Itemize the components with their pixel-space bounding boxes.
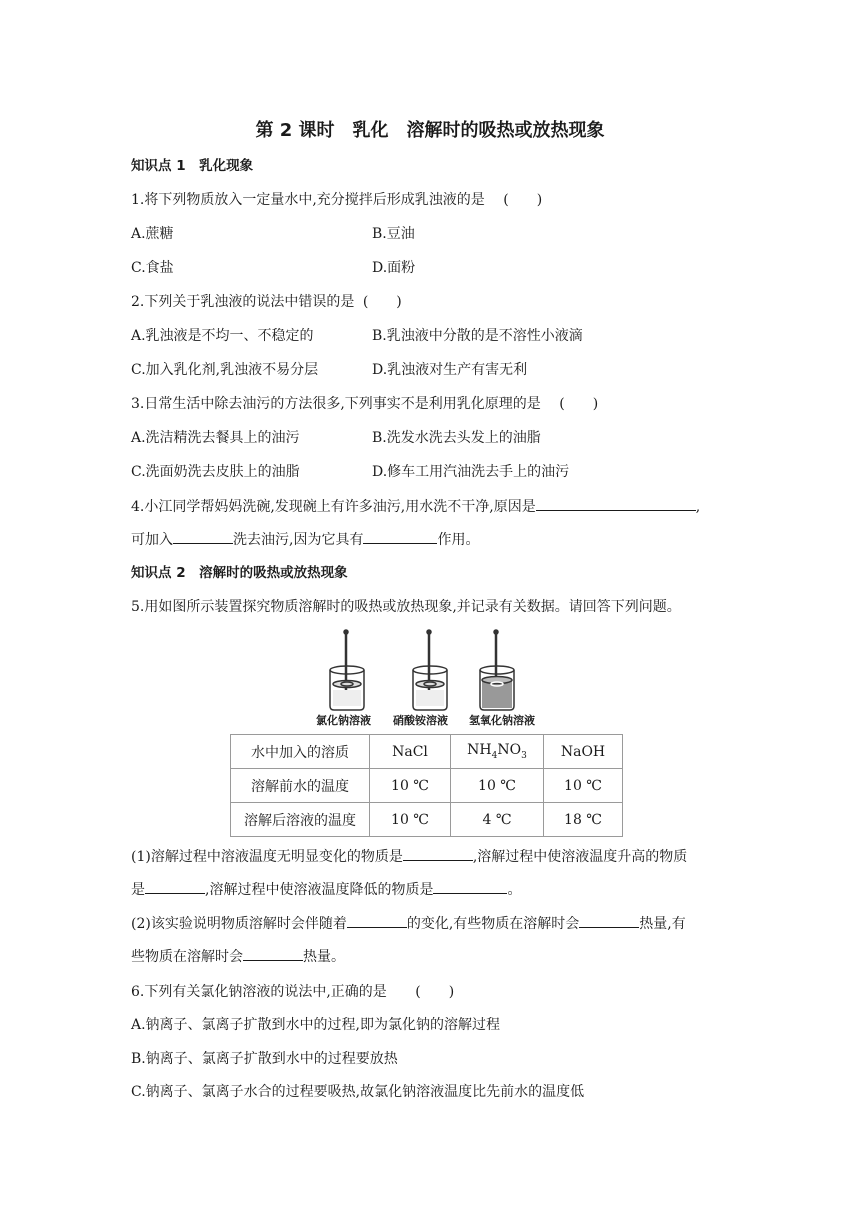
question-stem: 6.下列有关氯化钠溶液的说法中,正确的是: [131, 984, 387, 1000]
option-d: D.面粉: [372, 260, 416, 276]
beaker-icon: [330, 630, 364, 710]
beaker-icon: [413, 630, 447, 710]
beaker-icon: [480, 630, 514, 710]
question-stem: 2.下列关于乳浊液的说法中错误的是: [131, 294, 355, 310]
data-table: [230, 734, 623, 837]
option-a: A.蔗糖: [131, 226, 174, 242]
table-cell: NaOH: [544, 735, 623, 769]
answer-blank[interactable]: [579, 913, 639, 928]
question-5: 5.用如图所示装置探究物质溶解时的吸热或放热现象,并记录有关数据。请回答下列问题。: [131, 599, 681, 615]
option-b: B.豆油: [372, 226, 415, 242]
text: 是: [131, 882, 145, 898]
answer-paren: ( ): [415, 984, 455, 1000]
question-4-line1: [131, 496, 700, 517]
text: 热量。: [303, 949, 345, 965]
table-row: [231, 735, 623, 769]
q5-part1-line1: [131, 846, 687, 867]
answer-blank[interactable]: [145, 879, 205, 894]
question-4-line2: [131, 529, 479, 550]
answer-blank[interactable]: [363, 529, 437, 544]
text: (1)溶解过程中溶液温度无明显变化的物质是: [131, 849, 403, 865]
beaker-caption: 硝酸铵溶液: [393, 714, 448, 727]
table-cell: 溶解后溶液的温度: [231, 803, 370, 837]
answer-paren: ( ): [362, 294, 402, 310]
table-cell: 18 ℃: [544, 803, 623, 837]
punctuation: ,: [695, 499, 701, 515]
option-d: D.修车工用汽油洗去手上的油污: [372, 464, 570, 480]
answer-blank[interactable]: [536, 496, 696, 511]
answer-blank[interactable]: [243, 946, 303, 961]
question-stem: 3.日常生活中除去油污的方法很多,下列事实不是利用乳化原理的是: [131, 396, 541, 412]
answer-paren: ( ): [559, 396, 599, 412]
table-cell: 10 ℃: [370, 769, 451, 803]
lesson-title: 第 2 课时 乳化 溶解时的吸热或放热现象: [255, 120, 605, 141]
beakers-figure: [318, 628, 550, 712]
text: 些物质在溶解时会: [131, 949, 243, 965]
q5-part2-line1: [131, 913, 686, 934]
option-d: D.乳浊液对生产有害无利: [372, 362, 528, 378]
option-a: A.洗洁精洗去餐具上的油污: [131, 430, 300, 446]
table-row: [231, 769, 623, 803]
table-cell: $NH_4NO_3$: [451, 735, 544, 769]
answer-blank[interactable]: [433, 879, 507, 894]
text: 的变化,有些物质在溶解时会: [406, 916, 580, 932]
q5-part1-line2: [131, 879, 521, 900]
text: (2)该实验说明物质溶解时会伴随着: [131, 916, 347, 932]
question-stem: 1.将下列物质放入一定量水中,充分搅拌后形成乳浊液的是: [131, 192, 485, 208]
table-cell: 溶解前水的温度: [231, 769, 370, 803]
section-heading-2: 知识点 2 溶解时的吸热或放热现象: [131, 565, 348, 581]
table-row: [231, 803, 623, 837]
option-c: C.洗面奶洗去皮肤上的油脂: [131, 464, 300, 480]
option-b: B.洗发水洗去头发上的油脂: [372, 430, 541, 446]
beaker-caption: 氢氧化钠溶液: [469, 714, 535, 727]
q5-part2-line2: [131, 946, 345, 967]
option-c: C.加入乳化剂,乳浊液不易分层: [131, 362, 319, 378]
answer-paren: ( ): [503, 192, 543, 208]
option-a: A.钠离子、氯离子扩散到水中的过程,即为氯化钠的溶解过程: [131, 1017, 501, 1033]
question-6: [131, 982, 454, 1002]
text: 洗去油污,因为它具有: [233, 532, 364, 548]
table-cell: 10 ℃: [544, 769, 623, 803]
option-c: C.食盐: [131, 260, 174, 276]
text: 。: [507, 882, 522, 898]
beaker-caption: 氯化钠溶液: [316, 714, 371, 727]
table-cell: 10 ℃: [451, 769, 544, 803]
option-b: B.乳浊液中分散的是不溶性小液滴: [372, 328, 583, 344]
question-stem: 4.小江同学帮妈妈洗碗,发现碗上有许多油污,用水洗不干净,原因是: [131, 499, 536, 515]
question-2: [131, 292, 402, 312]
text: 热量,有: [639, 916, 686, 932]
option-a: A.乳浊液是不均一、不稳定的: [131, 328, 314, 344]
table-cell: 4 ℃: [451, 803, 544, 837]
table-cell: 10 ℃: [370, 803, 451, 837]
text: ,溶解过程中使溶液温度升高的物质: [472, 849, 688, 865]
table-cell: NaCl: [370, 735, 451, 769]
question-3: [131, 394, 598, 414]
text: 作用。: [437, 532, 480, 548]
table-cell: 水中加入的溶质: [231, 735, 370, 769]
text: 可加入: [131, 532, 173, 548]
option-c: C.钠离子、氯离子水合的过程要吸热,故氯化钠溶液温度比先前水的温度低: [131, 1084, 585, 1100]
option-b: B.钠离子、氯离子扩散到水中的过程要放热: [131, 1051, 398, 1067]
question-1: [131, 190, 542, 210]
answer-blank[interactable]: [347, 913, 407, 928]
section-heading-1: 知识点 1 乳化现象: [131, 158, 254, 174]
text: ,溶解过程中使溶液温度降低的物质是: [205, 882, 434, 898]
q1-options-row1: [131, 224, 174, 244]
answer-blank[interactable]: [403, 846, 473, 861]
answer-blank[interactable]: [173, 529, 233, 544]
